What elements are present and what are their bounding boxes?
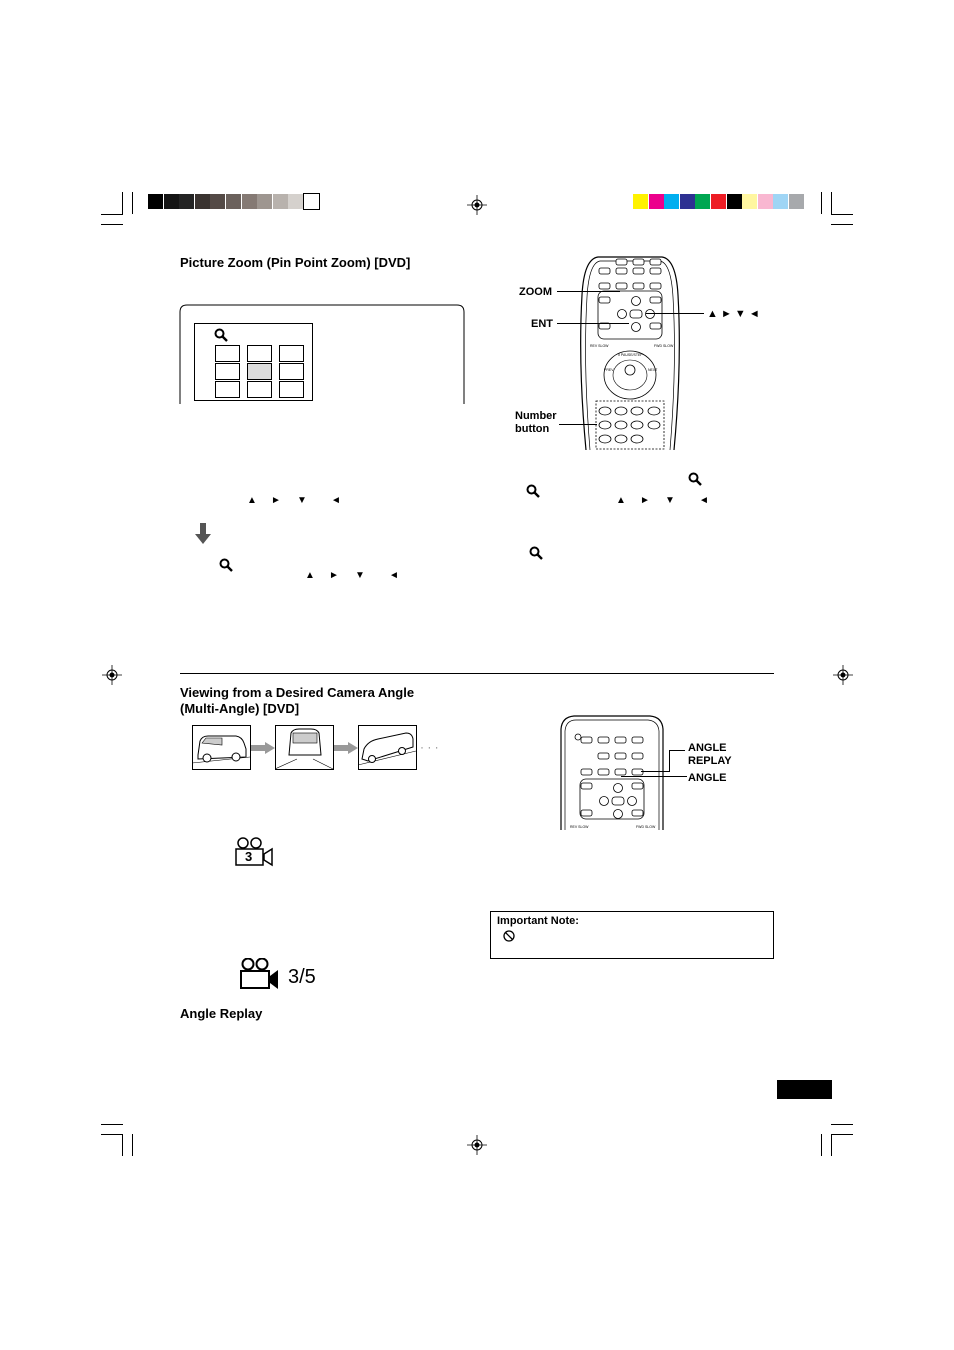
color-swatch (210, 194, 225, 209)
color-swatch (695, 194, 710, 209)
zoom-grid-cell (247, 345, 272, 362)
right-arrow-icon: ► (329, 570, 339, 581)
up-arrow-icon: ▲ (305, 570, 315, 581)
color-swatch (164, 194, 179, 209)
registration-target-icon (467, 1135, 487, 1155)
down-arrow-icon: ▼ (355, 570, 365, 581)
zoom-grid-cell (215, 381, 240, 398)
section-title-picture-zoom: Picture Zoom (Pin Point Zoom) [DVD] (180, 255, 411, 270)
magnifier-icon (214, 328, 228, 342)
color-swatch (758, 194, 773, 209)
down-arrow-icon: ▼ (665, 495, 675, 506)
arrow-buttons-callout-label: ▲ ► ▼ ◄ (707, 308, 760, 320)
left-arrow-icon: ◄ (331, 495, 341, 506)
zoom-grid-cell (247, 381, 272, 398)
color-swatch (148, 194, 163, 209)
up-arrow-icon: ▲ (247, 495, 257, 506)
section-title-multi-angle-line2: (Multi-Angle) [DVD] (180, 701, 300, 716)
color-swatch (273, 194, 288, 209)
color-swatch (633, 194, 648, 209)
magnifier-icon (688, 472, 702, 486)
color-swatch (789, 194, 804, 209)
color-swatch (711, 194, 726, 209)
step-down-arrow-icon (195, 523, 211, 545)
right-arrow-icon: ► (640, 495, 650, 506)
zoom-grid-cell (215, 345, 240, 362)
prohibited-icon (503, 930, 515, 942)
color-swatch (304, 194, 319, 209)
zoom-grid-cell-selected (247, 363, 272, 380)
color-swatch (742, 194, 757, 209)
color-swatch (773, 194, 788, 209)
right-arrow-icon: ► (271, 495, 281, 506)
number-button-callout-label-line1: Number (515, 410, 557, 422)
color-swatch (288, 194, 303, 209)
important-note-title: Important Note: (497, 915, 579, 927)
color-swatch (257, 194, 272, 209)
color-swatch (226, 194, 241, 209)
svg-text:REV SLOW: REV SLOW (570, 825, 589, 829)
color-swatch (242, 194, 257, 209)
registration-target-icon (833, 665, 853, 685)
camera-angle-number: 3 (245, 849, 253, 864)
angle-callout-label: ANGLE (688, 772, 727, 784)
color-swatch (727, 194, 742, 209)
svg-text:FWD SLOW: FWD SLOW (636, 825, 656, 829)
camera-angle-fraction: 3/5 (288, 966, 316, 988)
color-swatch (649, 194, 664, 209)
number-button-callout-label-line2: button (515, 423, 550, 435)
down-arrow-icon: ▼ (297, 495, 307, 506)
magnifier-icon (529, 546, 543, 560)
angle-replay-title: Angle Replay (180, 1006, 263, 1021)
color-swatch (664, 194, 679, 209)
color-swatch (195, 194, 210, 209)
svg-text:PREV: PREV (604, 368, 614, 372)
magnifier-icon (526, 484, 540, 498)
ent-callout-label: ENT (531, 318, 553, 330)
svg-text:NEXT: NEXT (648, 368, 658, 372)
angle-replay-callout-label-line2: REPLAY (688, 755, 732, 767)
zoom-callout-label: ZOOM (519, 286, 552, 298)
registration-target-icon (102, 665, 122, 685)
registration-target-icon (467, 195, 487, 215)
section-divider (180, 673, 774, 674)
section-title-multi-angle-line1: Viewing from a Desired Camera Angle (180, 685, 415, 700)
left-arrow-icon: ◄ (389, 570, 399, 581)
camera-angle-icon (240, 958, 280, 990)
zoom-grid-cell (279, 345, 304, 362)
up-arrow-icon: ▲ (616, 495, 626, 506)
svg-text:II PAUSE/STEP: II PAUSE/STEP (618, 353, 643, 357)
zoom-grid-cell (279, 363, 304, 380)
camera-angle-icon (235, 837, 275, 867)
magnifier-icon (219, 558, 233, 572)
sequence-continuation-dots: · · · (420, 740, 439, 754)
color-swatch (179, 194, 194, 209)
left-arrow-icon: ◄ (699, 495, 709, 506)
important-note-box (490, 911, 774, 959)
zoom-grid-cell (215, 363, 240, 380)
angle-replay-callout-label-line1: ANGLE (688, 742, 727, 754)
svg-text:REV SLOW: REV SLOW (590, 344, 609, 348)
color-swatch (680, 194, 695, 209)
svg-text:FWD SLOW: FWD SLOW (654, 344, 674, 348)
zoom-grid-cell (279, 381, 304, 398)
page-tab (777, 1080, 832, 1099)
